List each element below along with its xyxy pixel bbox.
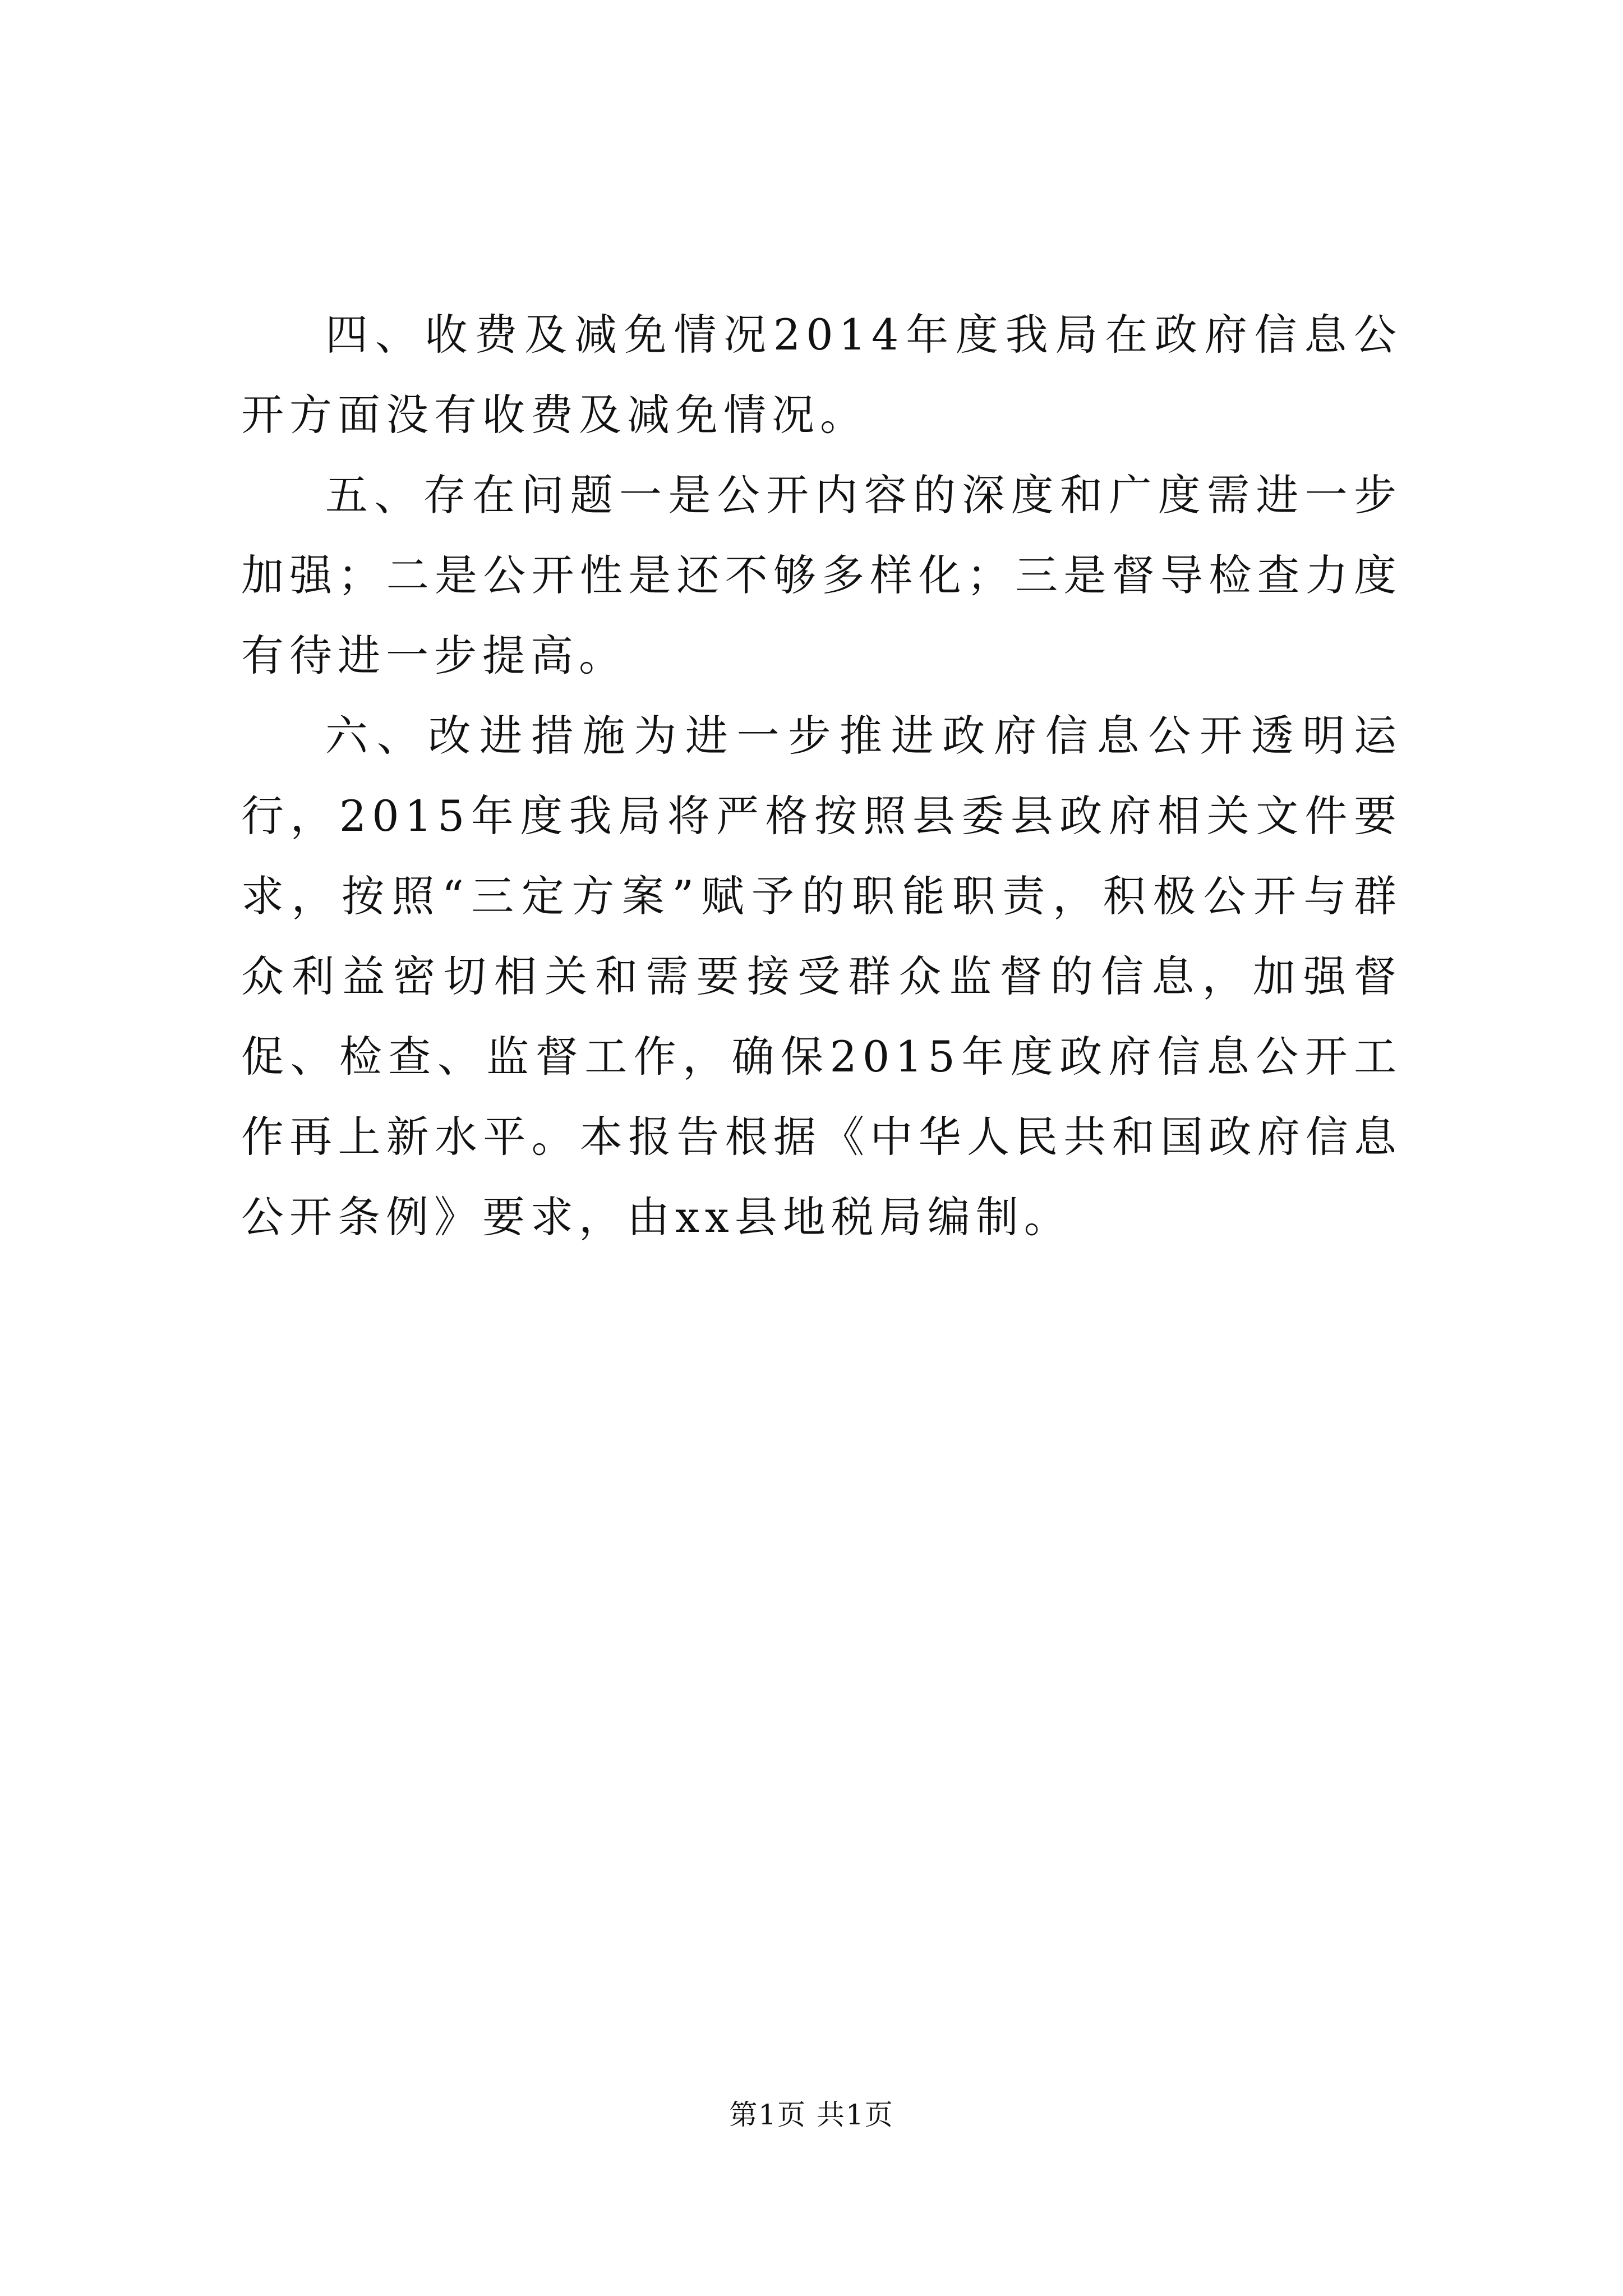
paragraph-improvement-measures: 六、改进措施为进一步推进政府信息公开透明运行，2015年度我局将严格按照县委县政府相关文件要求，按照“三定方案”赋予的职能职责，积极公开与群众利益密切相关和需要接受群众监督的信息，加强督促、检查、监督工作，确保2015年度政府信息公开工作再上新水平。本报告根据《中华人民共和国政府信息公开条例》要求，由xx县地税局编制。: [241, 711, 1402, 1242]
page-footer: 第1页 共1页: [729, 2099, 894, 2131]
paragraph-existing-problems: 五、存在问题一是公开内容的深度和广度需进一步加强；二是公开性是还不够多样化；三是督导检查力度有待进一步提高。: [241, 470, 1402, 680]
paragraph-fees-and-waivers: 四、收费及减免情况2014年度我局在政府信息公开方面没有收费及减免情况。: [241, 310, 1402, 440]
document-body: [241, 295, 1402, 1257]
